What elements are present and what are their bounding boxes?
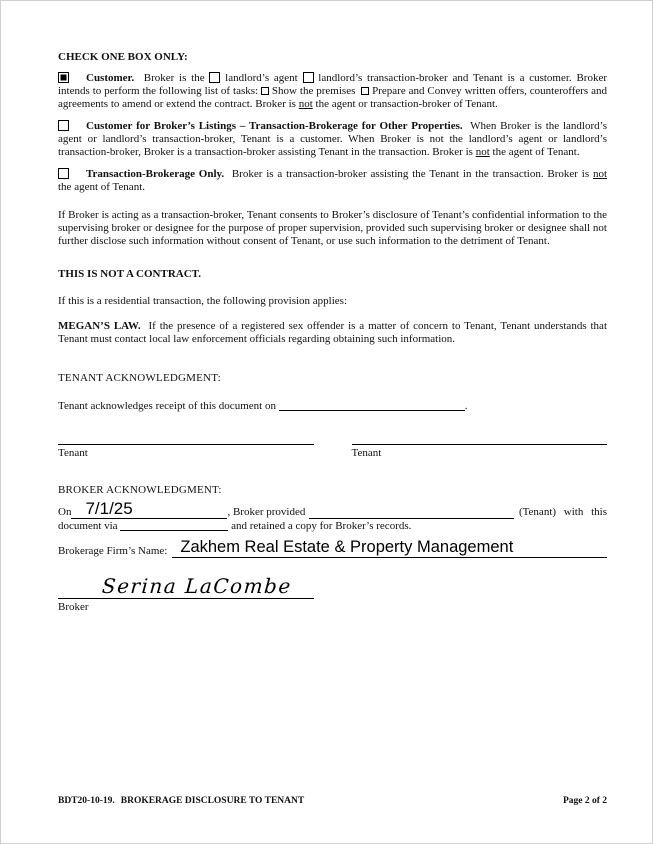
- text-segment: the agent of Tenant.: [58, 181, 145, 193]
- footer-form-title: BROKERAGE DISCLOSURE TO TENANT: [120, 796, 305, 806]
- broker-acknowledgment-heading: BROKER ACKNOWLEDGMENT:: [58, 484, 222, 496]
- confidentiality-paragraph: If Broker is acting as a transaction-broker, Tenant consents to Broker’s disclosure of Tenant’s confidential information to the supervising broker or designee for the purpose of proper supervision, provided such supervising broker or designee shall not further disclose such information without consent of Tenant, or use such information to the detriment of Tenant.: [58, 209, 607, 247]
- text-segment: Broker is the: [134, 72, 210, 84]
- broker-signature-line[interactable]: [58, 598, 314, 614]
- firm-name-label: Brokerage Firm’s Name:: [58, 545, 168, 557]
- tenant-acknowledgment-heading: TENANT ACKNOWLEDGMENT:: [58, 372, 221, 384]
- check-one-box-heading: CHECK ONE BOX ONLY:: [58, 51, 188, 63]
- checkbox-empty[interactable]: [209, 72, 220, 83]
- text-segment: Show the premises: [269, 85, 362, 97]
- document-via-row: [58, 519, 607, 533]
- text-segment: not: [475, 146, 490, 158]
- footer-page-number: Page 2 of 2: [562, 796, 607, 806]
- text-segment: Broker is a transaction-broker assisting the Tenant in the transaction. Broker is: [224, 168, 593, 180]
- residential-provision-line: If this is a residential transaction, the following provision applies:: [58, 295, 347, 307]
- text-segment: the agent or transaction-broker of Tenant.: [312, 98, 498, 110]
- receipt-suffix: .: [464, 400, 468, 412]
- broker-date-field[interactable]: 7/1/25: [71, 499, 227, 519]
- broker-signature-block: [58, 574, 314, 614]
- text-segment: Customer.: [86, 72, 135, 84]
- document-via-field[interactable]: [120, 519, 228, 531]
- checkbox-empty[interactable]: [58, 168, 69, 179]
- text-segment: Prepare and Convey written offers, counteroffers and agreements to amend or extend the contract. Broker is: [58, 85, 608, 110]
- megans-law-paragraph: [58, 320, 607, 346]
- checkbox-empty[interactable]: [361, 87, 369, 95]
- text-segment: landlord’s transaction-broker and Tenant is a customer. Broker intends to perform the following list of tasks:: [58, 72, 607, 97]
- tenant-signature-2-line[interactable]: [352, 444, 608, 460]
- not-a-contract-heading: THIS IS NOT A CONTRACT.: [58, 268, 201, 280]
- via-prefix-label: document via: [58, 520, 118, 532]
- broker-provided-label: , Broker provided: [227, 506, 306, 518]
- tenant-signature-1-label: Tenant: [58, 447, 88, 459]
- tenant-signature-1-line[interactable]: [58, 444, 314, 460]
- checkbox-checked[interactable]: [58, 72, 69, 83]
- footer-form-code: BDT20-10-19.: [58, 796, 115, 806]
- on-label: On: [58, 506, 72, 518]
- text-segment: MEGAN’S LAW.: [58, 320, 141, 332]
- text-segment: Transaction-Brokerage Only.: [86, 168, 225, 180]
- broker-provided-row: [58, 499, 607, 519]
- brokerage-firm-row: [58, 537, 607, 558]
- broker-signature-label: Broker: [58, 601, 89, 613]
- via-suffix-label: and retained a copy for Broker’s records.: [231, 520, 412, 532]
- checkbox-empty[interactable]: [261, 87, 269, 95]
- tenant-signature-row: [58, 444, 607, 460]
- text-segment: If the presence of a registered sex offender is a matter of concern to Tenant, Tenant understands that Tenant must contact local law enforcement officials regarding obtaining such information.: [58, 320, 607, 345]
- checkbox-empty[interactable]: [303, 72, 314, 83]
- tenant-signature-1: [58, 444, 314, 460]
- tenant-suffix-label: (Tenant) with this: [518, 506, 607, 518]
- text-segment: the agent of Tenant.: [489, 146, 580, 158]
- option-customer-brokers-listings: [58, 120, 607, 159]
- receipt-prefix: Tenant acknowledges receipt of this document on: [58, 400, 276, 412]
- receipt-date-field[interactable]: [279, 399, 465, 411]
- option-customer: [58, 72, 607, 111]
- text-segment: not: [592, 168, 608, 180]
- text-segment: not: [298, 98, 313, 110]
- page-footer: [58, 796, 607, 806]
- firm-name-field[interactable]: Zakhem Real Estate & Property Management: [172, 537, 607, 558]
- text-segment: When Broker is the landlord’s agent or landlord’s transaction-broker, Tenant is a customer. When Broker is not the landlord’s agent or landlord’s transaction-broker, Broker is a transaction-broker assisting Tenant in the transaction. Broker is: [58, 120, 607, 158]
- text-segment: Customer for Broker’s Listings – Transaction-Brokerage for Other Properties.: [86, 120, 463, 132]
- checkbox-empty[interactable]: [58, 120, 69, 131]
- footer-form-id: [58, 796, 310, 806]
- receipt-line: [58, 399, 607, 413]
- broker-signature-value[interactable]: Serina LaCombe: [101, 574, 293, 598]
- option-transaction-brokerage-only: [58, 168, 607, 194]
- text-segment: landlord’s agent: [220, 72, 303, 84]
- tenant-signature-2: [352, 444, 608, 460]
- tenant-signature-2-label: Tenant: [351, 447, 382, 459]
- document-content: [58, 51, 607, 614]
